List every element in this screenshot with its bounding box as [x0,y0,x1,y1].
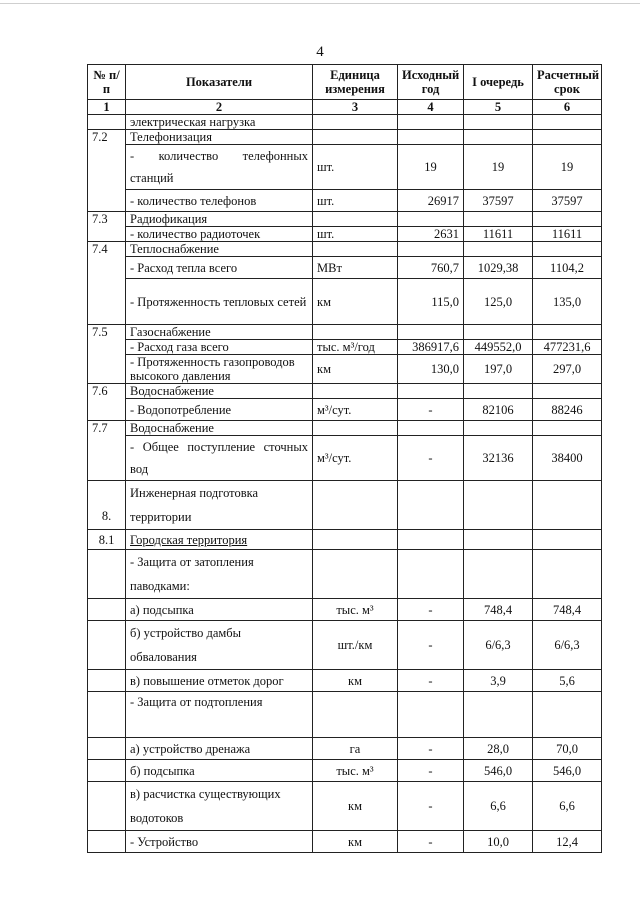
indicator-cell: - Защита от подтопления [126,692,313,738]
final-term-cell: 6/6,3 [533,621,602,670]
table-row [88,436,602,481]
stage-1-cell: 125,0 [464,279,533,325]
indicator-cell: - Протяженность газопроводов высокого давления [126,355,313,384]
base-year-cell [398,130,464,145]
header-stage-1: I очередь [464,65,533,100]
table-row [88,738,602,760]
stage-1-cell [464,530,533,550]
table-row [88,190,602,212]
table-row [88,115,602,130]
stage-1-cell: 546,0 [464,760,533,782]
stage-1-cell: 197,0 [464,355,533,384]
final-term-cell: 37597 [533,190,602,212]
row-number: 7.7 [88,421,126,481]
row-number [88,782,126,831]
unit-cell: км [313,279,398,325]
unit-cell [313,115,398,130]
final-term-cell: 12,4 [533,831,602,853]
row-number: 7.3 [88,212,126,242]
table-row [88,384,602,399]
row-number [88,115,126,130]
table-row [88,481,602,530]
stage-1-cell [464,115,533,130]
column-number-row [88,100,602,115]
indicator-cell: - Расход тепла всего [126,257,313,279]
base-year-cell: - [398,621,464,670]
stage-1-cell: 1029,38 [464,257,533,279]
table-row [88,279,602,325]
base-year-cell: 130,0 [398,355,464,384]
final-term-cell [533,115,602,130]
stage-1-cell [464,421,533,436]
final-term-cell: 546,0 [533,760,602,782]
header-indicator: Показатели [126,65,313,100]
table-row [88,340,602,355]
row-number [88,738,126,760]
indicator-cell: - Расход газа всего [126,340,313,355]
base-year-cell: - [398,760,464,782]
section-title: Газоснабжение [126,325,313,340]
final-term-cell: 6,6 [533,782,602,831]
unit-cell [313,530,398,550]
table-row [88,227,602,242]
table-row [88,257,602,279]
base-year-cell [398,421,464,436]
indicator-cell: - Протяженность тепловых сетей [126,279,313,325]
indicators-table [87,64,602,853]
final-term-cell: 38400 [533,436,602,481]
table-row [88,242,602,257]
unit-cell [313,384,398,399]
base-year-cell: - [398,831,464,853]
stage-1-cell [464,550,533,599]
base-year-cell: - [398,599,464,621]
indicator-cell: б) устройство дамбы обвалования [126,621,313,670]
base-year-cell: 115,0 [398,279,464,325]
final-term-cell: 477231,6 [533,340,602,355]
final-term-cell [533,530,602,550]
stage-1-cell: 37597 [464,190,533,212]
indicator-cell: - Водопотребление [126,399,313,421]
final-term-cell: 297,0 [533,355,602,384]
row-number [88,599,126,621]
column-number: 1 [88,100,126,115]
unit-cell [313,421,398,436]
unit-cell: км [313,831,398,853]
column-number: 3 [313,100,398,115]
final-term-cell [533,481,602,530]
stage-1-cell: 82106 [464,399,533,421]
row-number: 7.4 [88,242,126,325]
stage-1-cell: 6,6 [464,782,533,831]
stage-1-cell [464,692,533,738]
column-number: 5 [464,100,533,115]
row-number [88,621,126,670]
unit-cell [313,242,398,257]
base-year-cell [398,692,464,738]
final-term-cell [533,242,602,257]
stage-1-cell: 3,9 [464,670,533,692]
unit-cell: шт./км [313,621,398,670]
column-number: 4 [398,100,464,115]
final-term-cell: 5,6 [533,670,602,692]
unit-cell [313,130,398,145]
unit-cell [313,692,398,738]
stage-1-cell: 6/6,3 [464,621,533,670]
indicator-cell: - количество телефонов [126,190,313,212]
base-year-cell [398,384,464,399]
row-number [88,760,126,782]
unit-cell [313,550,398,599]
final-term-cell [533,384,602,399]
unit-cell: шт. [313,145,398,190]
row-number [88,670,126,692]
header-base-year: Исходный год [398,65,464,100]
stage-1-cell: 449552,0 [464,340,533,355]
indicator-cell: б) подсыпка [126,760,313,782]
base-year-cell [398,530,464,550]
final-term-cell [533,130,602,145]
table-row [88,599,602,621]
base-year-cell: 26917 [398,190,464,212]
row-number: 8. [88,481,126,530]
base-year-cell: - [398,399,464,421]
indicator-cell: - количество телефонных станций [126,145,313,190]
stage-1-cell [464,481,533,530]
unit-cell: тыс. м³ [313,599,398,621]
table-row [88,831,602,853]
table-row [88,145,602,190]
table-row [88,621,602,670]
unit-cell: м³/сут. [313,436,398,481]
final-term-cell: 70,0 [533,738,602,760]
indicator-cell: электрическая нагрузка [126,115,313,130]
final-term-cell: 19 [533,145,602,190]
final-term-cell [533,325,602,340]
stage-1-cell [464,212,533,227]
indicator-cell: - Защита от затопления паводками: [126,550,313,599]
stage-1-cell [464,325,533,340]
final-term-cell: 1104,2 [533,257,602,279]
final-term-cell [533,692,602,738]
indicator-cell: в) повышение отметок дорог [126,670,313,692]
header-final-term: Расчетный срок [533,65,602,100]
table-row [88,530,602,550]
stage-1-cell: 28,0 [464,738,533,760]
unit-cell: тыс. м³ [313,760,398,782]
table-row [88,212,602,227]
section-title: Водоснабжение [126,421,313,436]
table-row [88,550,602,599]
final-term-cell [533,550,602,599]
section-title: Телефонизация [126,130,313,145]
indicator-cell: - Общее поступление сточных вод [126,436,313,481]
final-term-cell: 11611 [533,227,602,242]
base-year-cell: - [398,670,464,692]
row-number: 7.2 [88,130,126,212]
section-title: Городская территория [126,530,313,550]
unit-cell: км [313,782,398,831]
base-year-cell [398,481,464,530]
row-number: 8.1 [88,530,126,550]
base-year-cell [398,212,464,227]
unit-cell: м³/сут. [313,399,398,421]
indicator-cell: - Устройство [126,831,313,853]
unit-cell [313,481,398,530]
base-year-cell [398,325,464,340]
row-number: 7.6 [88,384,126,421]
unit-cell: км [313,670,398,692]
unit-cell [313,325,398,340]
stage-1-cell [464,242,533,257]
section-title: Инженерная подготовка территории [126,481,313,530]
base-year-cell: 2631 [398,227,464,242]
base-year-cell: 19 [398,145,464,190]
base-year-cell: 760,7 [398,257,464,279]
column-number: 6 [533,100,602,115]
table-row [88,130,602,145]
unit-cell: тыс. м³/год [313,340,398,355]
table-row [88,692,602,738]
indicator-cell: а) устройство дренажа [126,738,313,760]
header-unit: Единица измерения [313,65,398,100]
stage-1-cell [464,130,533,145]
stage-1-cell [464,384,533,399]
final-term-cell [533,421,602,436]
final-term-cell [533,212,602,227]
final-term-cell: 88246 [533,399,602,421]
section-title: Радиофикация [126,212,313,227]
unit-cell: МВт [313,257,398,279]
row-number [88,692,126,738]
header-number: № п/п [88,65,126,100]
section-title: Теплоснабжение [126,242,313,257]
unit-cell: шт. [313,227,398,242]
table-row [88,760,602,782]
stage-1-cell: 10,0 [464,831,533,853]
stage-1-cell: 11611 [464,227,533,242]
column-number: 2 [126,100,313,115]
stage-1-cell: 32136 [464,436,533,481]
base-year-cell: - [398,738,464,760]
base-year-cell: 386917,6 [398,340,464,355]
final-term-cell: 135,0 [533,279,602,325]
table-row [88,325,602,340]
table-row [88,421,602,436]
table-row [88,399,602,421]
final-term-cell: 748,4 [533,599,602,621]
table-row [88,670,602,692]
table-header-row [88,65,602,100]
unit-cell: шт. [313,190,398,212]
section-title: Водоснабжение [126,384,313,399]
base-year-cell: - [398,782,464,831]
base-year-cell [398,242,464,257]
indicator-cell: а) подсыпка [126,599,313,621]
indicator-cell: в) расчистка существующих водотоков [126,782,313,831]
table-row [88,355,602,384]
stage-1-cell: 748,4 [464,599,533,621]
row-number: 7.5 [88,325,126,384]
unit-cell [313,212,398,227]
unit-cell: км [313,355,398,384]
row-number [88,831,126,853]
page-top-edge [0,3,640,4]
table-row [88,782,602,831]
stage-1-cell: 19 [464,145,533,190]
indicator-cell: - количество радиоточек [126,227,313,242]
row-number [88,550,126,599]
base-year-cell [398,550,464,599]
unit-cell: га [313,738,398,760]
base-year-cell [398,115,464,130]
base-year-cell: - [398,436,464,481]
page-number: 4 [316,44,324,60]
